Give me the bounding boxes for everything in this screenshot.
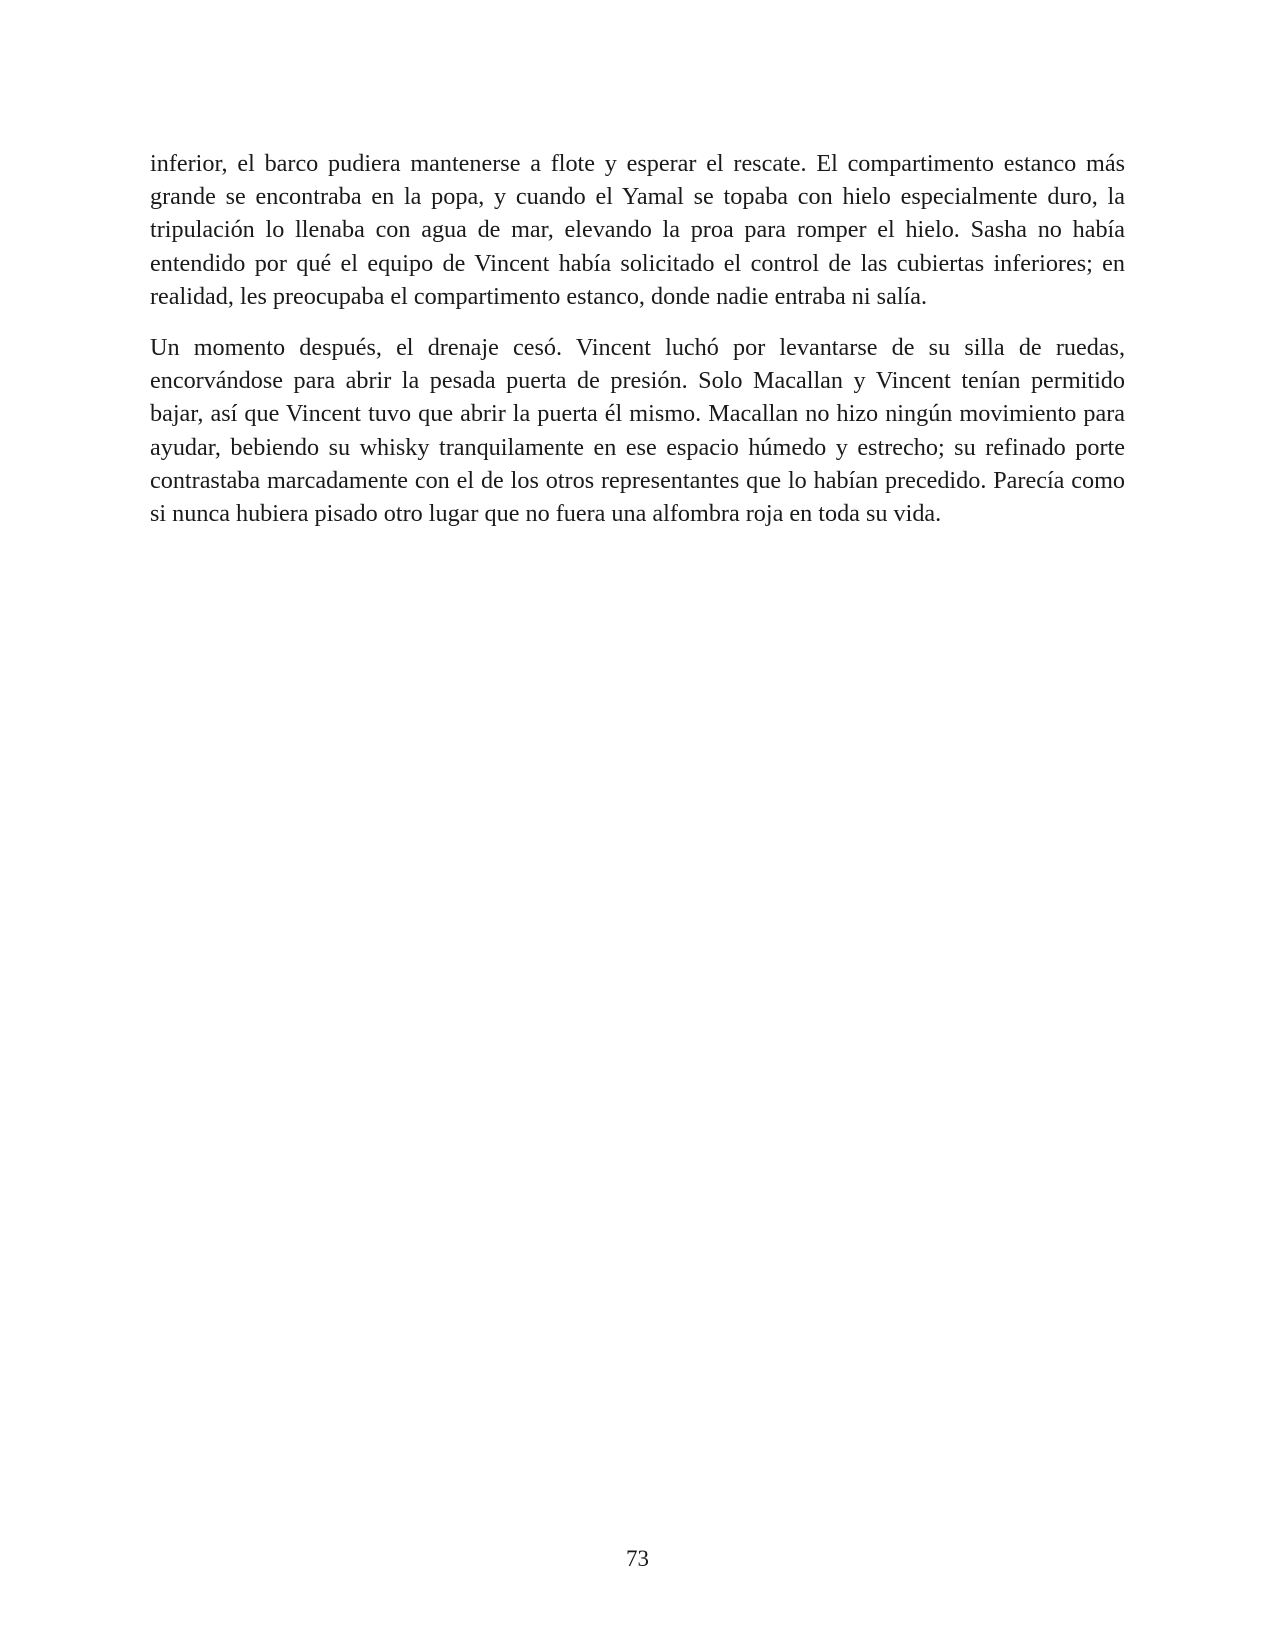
paragraph-2: Un momento después, el drenaje cesó. Vincent luchó por levantarse de su silla de ruedas, encorvándose para abrir la pesada puerta de presión. Solo Macallan y Vincent tenían permitido bajar, así que Vincent tuvo que abrir la puerta él mismo. Macallan no hizo ningún movimiento para ayudar, bebiendo su whisky tranquilamente en ese espacio húmedo y estrecho; su refinado porte contrastaba marcadamente con el de los otros representantes que lo habían precedido. Parecía como si nunca hubiera pisado otro lugar que no fuera una alfombra roja en toda su vida. bbox=[150, 334, 1125, 528]
paragraph-1: inferior, el barco pudiera mantenerse a flote y esperar el rescate. El compartimento estanco más grande se encontraba en la popa, y cuando el Yamal se topaba con hielo especialmente duro, la tripulación lo llenaba con agua de mar, elevando la proa para romper el hielo. Sasha no había entendido por qué el equipo de Vincent había solicitado el control de las cubiertas inferiores; en realidad, les preocupaba el compartimento estanco, donde nadie entraba ni salía. bbox=[150, 150, 1125, 310]
page-number: 73 bbox=[626, 1546, 649, 1571]
body-text bbox=[150, 147, 1125, 548]
